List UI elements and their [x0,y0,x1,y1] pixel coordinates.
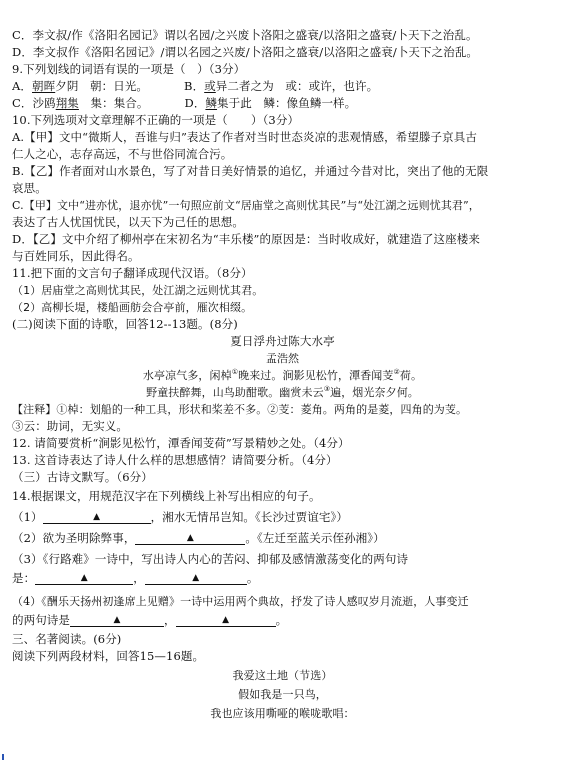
q9b-label: B． [184,79,205,93]
poem-line-1 [12,367,553,384]
q9c-text: 集：集合。 [78,96,149,110]
poem-notes: 【注释】①棹：划船的一种工具，形状和桨差不多。②芰：菱角。两角的是菱，四角的为芰。 [12,403,468,416]
q9a-underlined: 朝晖 [32,79,56,93]
q14-2-suffix: 。《左迁至蓝关示侄孙湘》） [245,531,385,545]
q9d-label: D． [184,96,206,110]
margin-mark [2,754,4,760]
section-2-heading: (二)阅读下面的诗歌，回答12--13题。(8分) [12,317,238,331]
poem-line-2-a: 野童扶醉舞，山鸟助酣歌。幽赏未云 [146,386,324,399]
blank-marker-1: ▲ [93,512,101,522]
q14-item-3: （3）《行路难》一诗中，写出诗人内心的苦闷、抑郁及感情激荡变化的两句诗 [12,552,409,566]
q10-option-a-line2: 仁人之心，志存高远，不与世俗同流合污。 [12,147,233,161]
poem-notes-2: ③云：助词，无实义。 [12,419,128,433]
q14-1-prefix: （1） [12,510,43,524]
q8-option-d: D．李文叔作《洛阳名园记》/谓以名园之兴废/卜洛阳之盛衰/以洛阳之盛衰/卜天下之治乱。 [12,45,479,59]
q14-4-prefix: 的两句诗是 [12,613,70,627]
q9c-underlined: 翔集 [55,96,79,110]
q14-2-prefix: （2）欲为圣明除弊事， [12,531,136,545]
material-line-1: 假如我是一只鸟， [238,688,327,701]
poem-line-2-b: 遍，烟光奈夕何。 [330,386,419,399]
q9d-text: 集于此 鳞：像鱼鳞一样。 [217,96,357,110]
q10-option-d-line2: 与百姓同乐，因此得名。 [12,249,140,263]
q14-4-period: 。 [275,613,288,627]
material-line-2: 我也应该用嘶哑的喉咙歌唱： [210,707,355,720]
q14-item-2 [12,530,553,547]
q14-3-comma: ， [133,571,145,585]
poem-title: 夏日浮舟过陈大水亭 [230,334,335,348]
q10-option-c-line1: C.【甲】文中“进亦忧，退亦忧”一句照应前文“居庙堂之高则忧其民”与“处江湖之远则忧其君”， [12,199,480,212]
q9d-underlined: 鳞 [205,96,218,110]
note-ref-3: ③ [323,385,331,393]
q14-3-prefix: 是： [12,571,36,585]
blank-marker-4: ▲ [192,573,200,583]
q9c-label: C．沙鸥 [12,96,56,110]
q9a-label: A． [12,79,33,93]
q9-options-cd [12,95,553,112]
q9-stem: 9.下列划线的词语有误的一项是（ ）（3分） [12,62,246,76]
q9-options-ab [12,78,553,95]
answer-blank-4[interactable] [145,571,247,585]
q14-item-4-answer [12,612,553,629]
answer-blank-6[interactable] [176,613,276,627]
q14-item-3-answer [12,570,553,587]
q10-option-a-line1: A.【甲】文中“微斯人，吾谁与归”表达了作者对当时世态炎凉的悲观情感，希望滕子京具古 [12,130,477,144]
note-ref-1: ① [231,368,239,376]
answer-blank-3[interactable] [35,571,133,585]
q13-stem: 13. 这首诗表达了诗人什么样的思想感情？请简要分析。（4分） [12,453,338,467]
q11-stem: 11.把下面的文言句子翻译成现代汉语。（8分） [12,266,253,280]
q8-option-c: C．李文叔/作《洛阳名园记》谓以名园/之兴废卜洛阳之盛衰/以洛阳之盛衰/卜天下之治乱。 [12,28,478,42]
q11-sentence-1: （1）居庙堂之高则忧其民，处江湖之远则忧其君。 [12,284,264,297]
q14-1-suffix: ，湘水无情吊岂知。《长沙过贾谊宅》） [150,510,348,524]
q10-option-b-line1: B.【乙】作者面对山水景色，写了对昔日美好情景的追忆，并通过今昔对比，突出了他的无限 [12,164,489,178]
q10-stem: 10.下列选项对文章理解不正确的一项是（ ）（3分） [12,113,300,127]
q10-option-c-line2: 表达了古人忧国忧民，以天下为己任的思想。 [12,215,244,229]
q14-3-period: 。 [246,571,259,585]
q11-sentence-2: （2）高柳长堤，楼船画舫会合亭前，雁次相缀。 [12,301,253,314]
poem-line-1-c: 荷。 [399,369,423,382]
q14-4-comma: ， [164,613,176,627]
blank-marker-6: ▲ [222,615,230,625]
poem-line-1-a: 水亭凉气多，闲棹 [142,369,232,382]
blank-marker-3: ▲ [80,573,88,583]
q12-stem: 12. 请简要赏析“涧影见松竹，潭香闻芰荷”写景精妙之处。（4分） [12,436,350,450]
answer-blank-5[interactable] [70,613,164,627]
poem-line-2 [12,384,553,401]
q14-item-1 [12,509,553,526]
q9b-text: 异二者之为 或：或许，也许。 [215,79,379,93]
q10-option-b-line2: 哀思。 [12,181,47,195]
note-ref-2: ② [393,368,400,376]
q14-stem: 14.根据课文，用规范汉字在下列横线上补写出相应的句子。 [12,489,321,503]
blank-marker-2: ▲ [186,533,194,543]
blank-marker-5: ▲ [113,615,121,625]
poem-author: 孟浩然 [265,352,300,365]
section-names-heading: 三、名著阅读。(6分) [12,632,122,646]
reading-instruction: 阅读下列两段材料，回答15—16题。 [12,649,205,663]
q14-item-4: （4）《酬乐天扬州初逢席上见赠》一诗中运用两个典故，抒发了诗人感叹岁月流逝，人事变迁 [12,595,469,608]
answer-blank-1[interactable] [43,510,151,524]
material-title: 我爱这土地（节选） [232,669,333,682]
poem-line-1-b: 晚来过。涧影见松竹，潭香闻芰 [238,369,394,382]
q9a-text: 夕阴 朝：日光。 [55,79,149,93]
q9b-underlined: 或 [204,79,216,93]
q10-option-d-line1: D．【乙】文中介绍了柳州亭在宋初名为“丰乐楼”的原因是：当时收成好，就建造了这座楼来 [12,232,480,246]
answer-blank-2[interactable] [135,531,245,545]
section-3-heading: （三）古诗文默写。（6分） [12,470,153,484]
